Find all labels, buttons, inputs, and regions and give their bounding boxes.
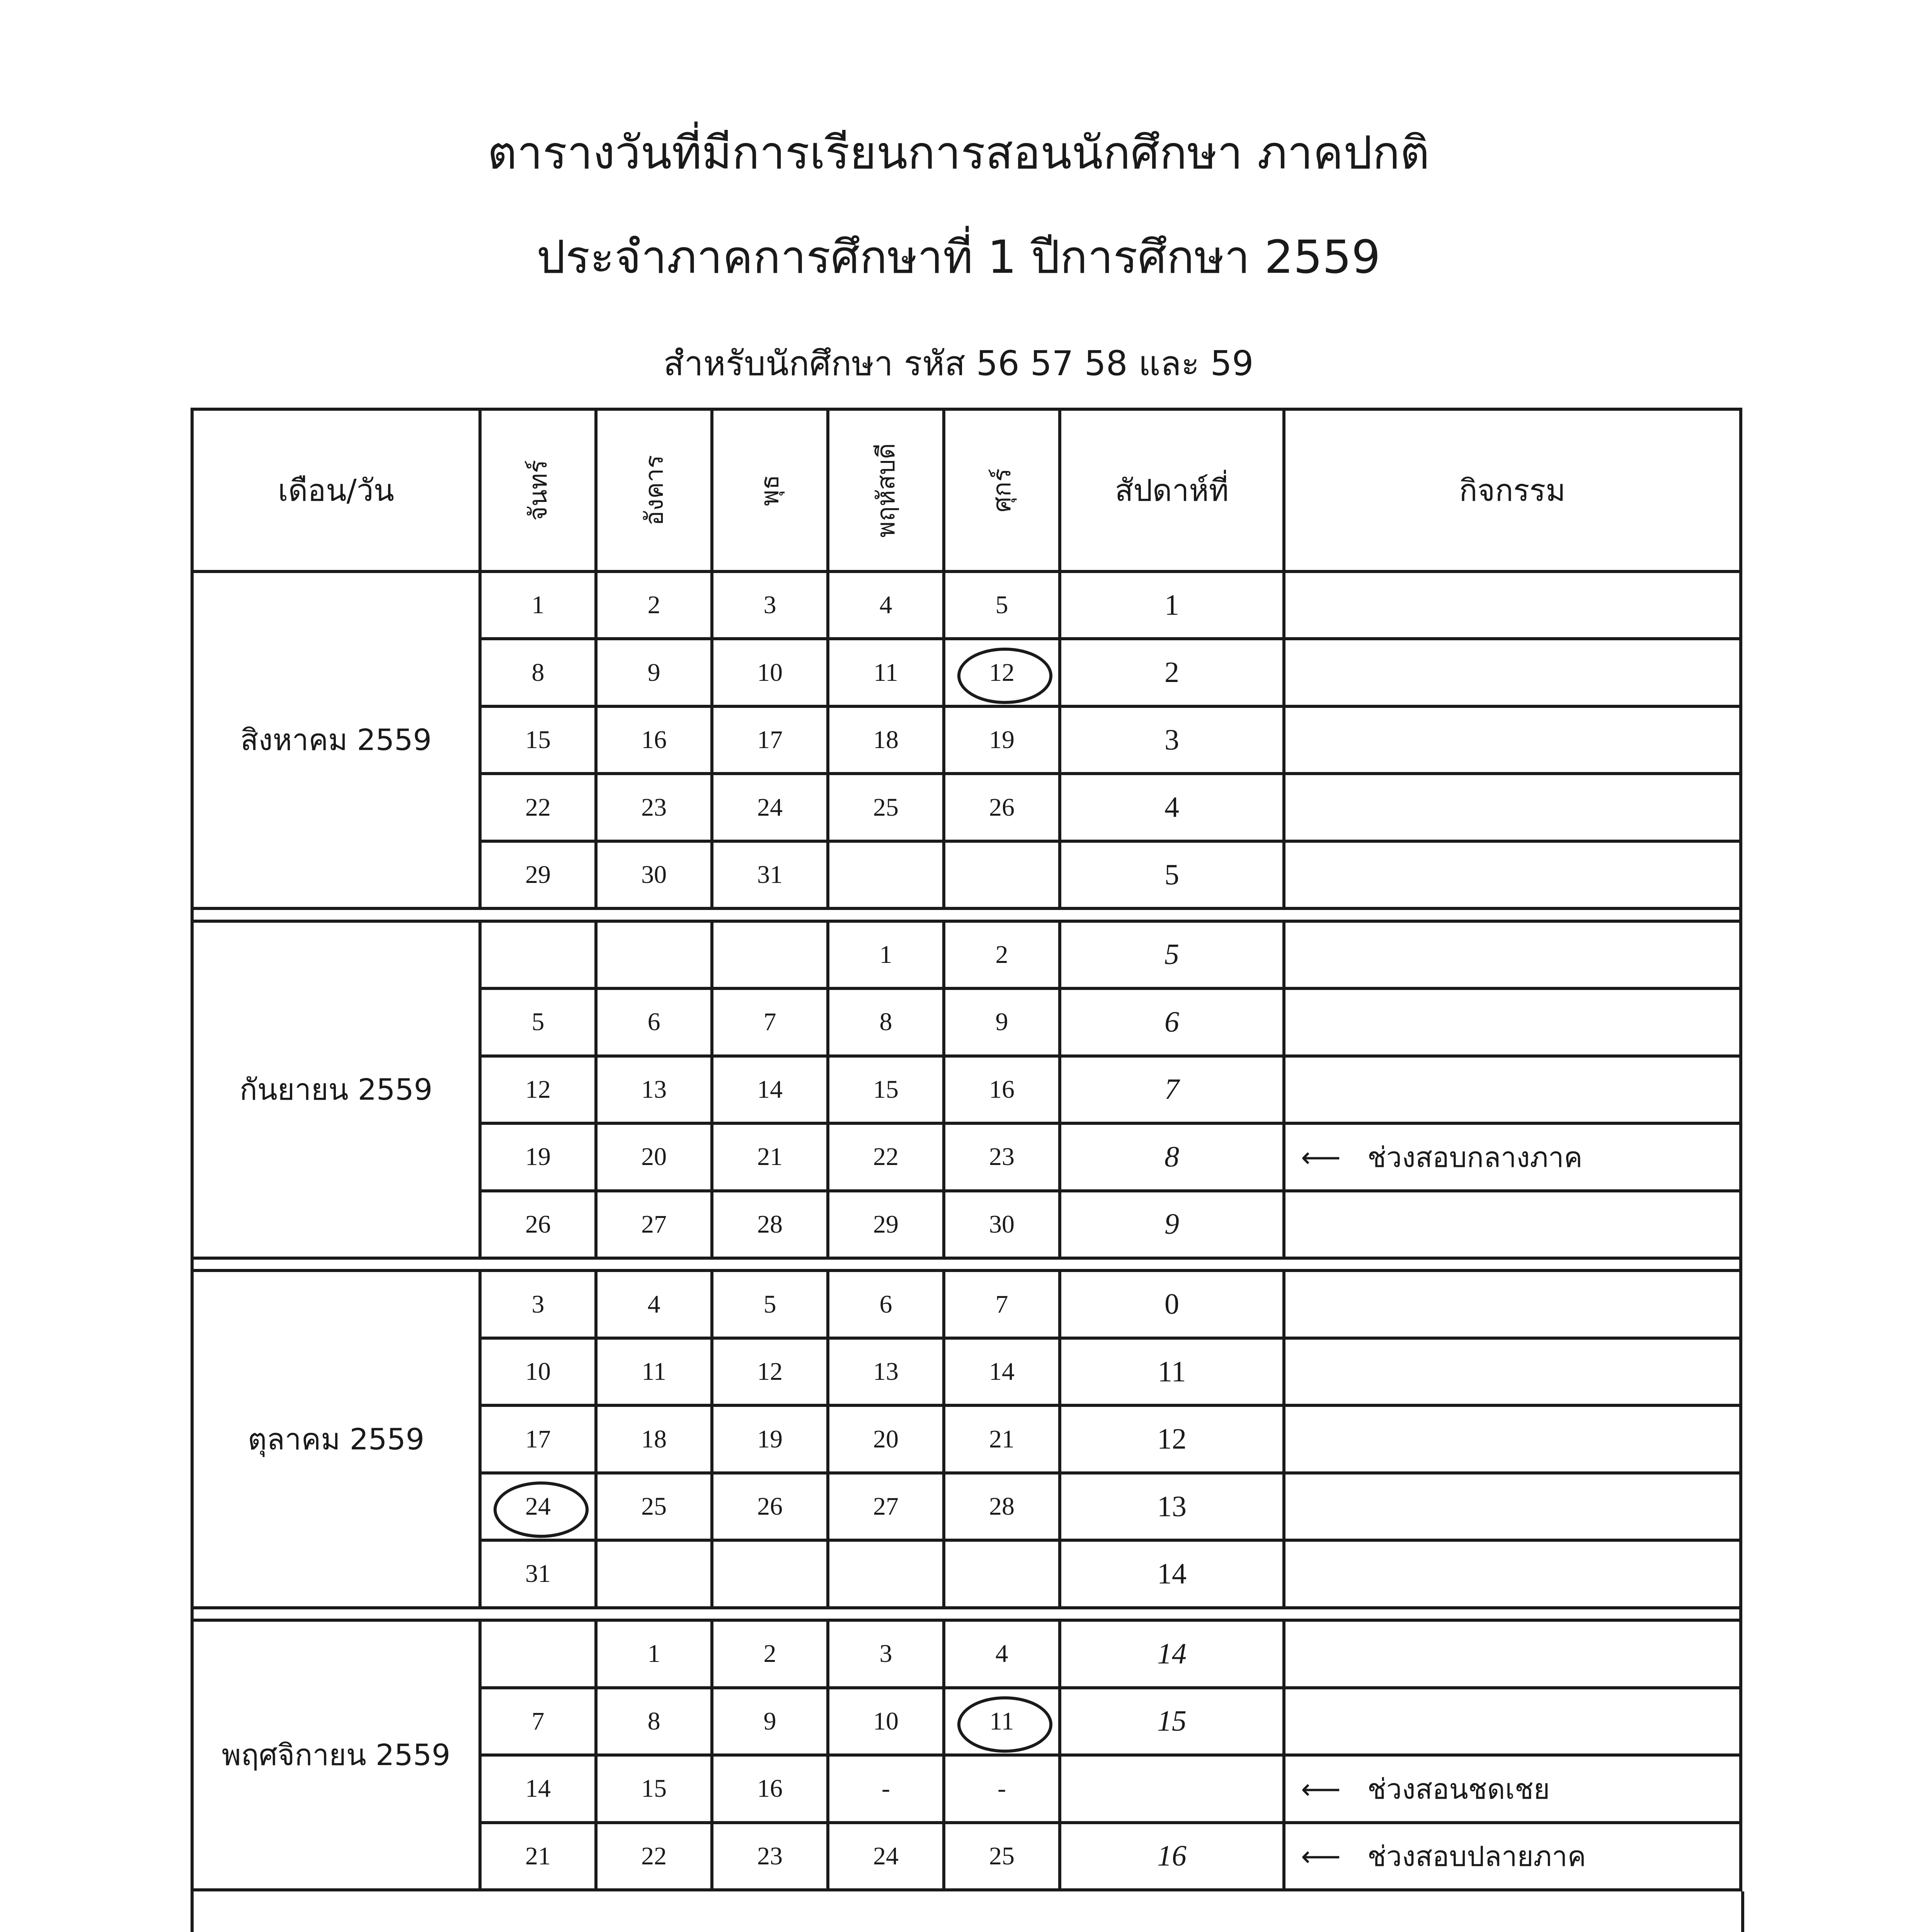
day-cell: 9 (596, 639, 712, 706)
day-cell: 4 (828, 571, 944, 639)
day-cell: 9 (712, 1688, 828, 1755)
day-cell: 31 (480, 1540, 596, 1607)
student-codes-subtitle: สำหรับนักศึกษา รหัส 56 57 58 และ 59 (663, 344, 1254, 383)
day-cell: 25 (944, 1823, 1060, 1890)
week-number (1060, 1755, 1284, 1822)
arrow-left-icon: ⟵ (1301, 1772, 1367, 1805)
day-cell: 19 (712, 1405, 828, 1473)
activity-cell (1284, 1270, 1741, 1338)
day-cell: 12 (712, 1338, 828, 1405)
day-cell (712, 921, 828, 988)
day-cell (596, 921, 712, 988)
day-cell: 29 (480, 841, 596, 908)
day-cell: 2 (712, 1620, 828, 1687)
activity-cell (1284, 1823, 1741, 1890)
week-number: 11 (1060, 1338, 1284, 1405)
day-cell: 6 (828, 1270, 944, 1338)
activity-cell (1284, 988, 1741, 1056)
activity-cell (1284, 1056, 1741, 1123)
arrow-left-icon: ⟵ (1301, 1840, 1367, 1873)
day-cell: 2 (596, 571, 712, 639)
week-number: 3 (1060, 706, 1284, 774)
day-cell: 10 (712, 639, 828, 706)
day-cell (944, 841, 1060, 908)
day-cell: 16 (596, 706, 712, 774)
week-number: 5 (1060, 841, 1284, 908)
holiday-legend-box (191, 1891, 1744, 1932)
day-cell: 5 (944, 571, 1060, 639)
day-cell: 26 (944, 774, 1060, 841)
day-cell: 3 (712, 571, 828, 639)
day-cell: 20 (828, 1405, 944, 1473)
day-cell: 8 (596, 1688, 712, 1755)
day-cell: 3 (480, 1270, 596, 1338)
month-label: พฤศจิกายน 2559 (192, 1620, 480, 1890)
day-cell: 11 (828, 639, 944, 706)
day-cell: 10 (828, 1688, 944, 1755)
week-number: 16 (1060, 1823, 1284, 1890)
day-cell: 12 (480, 1056, 596, 1123)
day-cell: 29 (828, 1191, 944, 1258)
week-number: 1 (1060, 571, 1284, 639)
activity-cell (1284, 1405, 1741, 1473)
header-row (192, 409, 1741, 571)
day-cell: 27 (596, 1191, 712, 1258)
activity-cell (1284, 1755, 1741, 1822)
day-cell: - (828, 1755, 944, 1822)
day-cell: 24 (712, 774, 828, 841)
table-row (192, 921, 1741, 988)
header-tue: อังคาร (596, 409, 712, 571)
day-cell: 6 (596, 988, 712, 1056)
day-cell: 10 (480, 1338, 596, 1405)
day-cell: 1 (480, 571, 596, 639)
day-cell: 7 (944, 1270, 1060, 1338)
day-cell: 16 (944, 1056, 1060, 1123)
day-cell: 14 (944, 1338, 1060, 1405)
day-cell: - (944, 1755, 1060, 1822)
day-cell: 8 (828, 988, 944, 1056)
header-wed: พุธ (712, 409, 828, 571)
document-title: ตารางวันที่มีการเรียนการสอนนักศึกษา ภาคปกติ (487, 126, 1430, 179)
day-cell: 7 (480, 1688, 596, 1755)
day-cell (596, 1540, 712, 1607)
day-cell (480, 921, 596, 988)
day-cell: 18 (828, 706, 944, 774)
day-cell: 13 (596, 1056, 712, 1123)
day-cell: 5 (712, 1270, 828, 1338)
week-number: 14 (1060, 1620, 1284, 1687)
month-separator (192, 1608, 1741, 1620)
day-cell: 23 (944, 1123, 1060, 1190)
table-row (192, 571, 1741, 639)
day-cell: 11 (596, 1338, 712, 1405)
day-cell: 22 (596, 1823, 712, 1890)
day-cell: 15 (596, 1755, 712, 1822)
header-week: สัปดาห์ที่ (1060, 409, 1284, 571)
week-number: 2 (1060, 639, 1284, 706)
day-cell: 14 (480, 1755, 596, 1822)
month-separator (192, 1258, 1741, 1270)
day-cell: 17 (712, 706, 828, 774)
day-cell: 27 (828, 1473, 944, 1540)
day-cell: 17 (480, 1405, 596, 1473)
week-number: 0 (1060, 1270, 1284, 1338)
day-cell: 21 (944, 1405, 1060, 1473)
month-label: สิงหาคม 2559 (192, 571, 480, 908)
activity-cell (1284, 1123, 1741, 1190)
day-cell: 28 (944, 1473, 1060, 1540)
day-cell: 24 (480, 1473, 596, 1540)
day-cell: 22 (480, 774, 596, 841)
day-cell: 19 (944, 706, 1060, 774)
day-cell: 14 (712, 1056, 828, 1123)
day-cell: 7 (712, 988, 828, 1056)
day-cell: 1 (828, 921, 944, 988)
day-cell: 25 (828, 774, 944, 841)
day-cell: 26 (712, 1473, 828, 1540)
day-cell: 28 (712, 1191, 828, 1258)
activity-cell (1284, 1620, 1741, 1687)
week-number: 12 (1060, 1405, 1284, 1473)
activity-label: ช่วงสอบปลายภาค (1367, 1840, 1586, 1873)
month-label: กันยายน 2559 (192, 921, 480, 1258)
day-cell: 5 (480, 988, 596, 1056)
activity-label: ช่วงสอนชดเชย (1367, 1772, 1550, 1805)
day-cell: 8 (480, 639, 596, 706)
day-cell (828, 841, 944, 908)
day-cell: 31 (712, 841, 828, 908)
day-cell (712, 1540, 828, 1607)
day-cell: 30 (596, 841, 712, 908)
day-cell: 23 (596, 774, 712, 841)
week-number: 13 (1060, 1473, 1284, 1540)
day-cell: 26 (480, 1191, 596, 1258)
activity-cell (1284, 1338, 1741, 1405)
day-cell: 23 (712, 1823, 828, 1890)
header-fri: ศุกร์ (944, 409, 1060, 571)
week-number: 5 (1060, 921, 1284, 988)
header-month: เดือน/วัน (192, 409, 480, 571)
day-cell: 20 (596, 1123, 712, 1190)
activity-cell (1284, 1191, 1741, 1258)
day-cell: 24 (828, 1823, 944, 1890)
day-cell: 21 (712, 1123, 828, 1190)
day-cell (828, 1540, 944, 1607)
activity-cell (1284, 1473, 1741, 1540)
activity-cell (1284, 921, 1741, 988)
day-cell: 11 (944, 1688, 1060, 1755)
table-row (192, 1270, 1741, 1338)
activity-cell (1284, 774, 1741, 841)
week-number: 6 (1060, 988, 1284, 1056)
week-number: 8 (1060, 1123, 1284, 1190)
day-cell: 12 (944, 639, 1060, 706)
day-cell: 18 (596, 1405, 712, 1473)
week-number: 4 (1060, 774, 1284, 841)
day-cell: 15 (480, 706, 596, 774)
week-number: 14 (1060, 1540, 1284, 1607)
day-cell: 3 (828, 1620, 944, 1687)
month-separator (192, 908, 1741, 921)
day-cell: 9 (944, 988, 1060, 1056)
activity-cell (1284, 1688, 1741, 1755)
table-row (192, 1620, 1741, 1687)
day-cell: 22 (828, 1123, 944, 1190)
activity-cell (1284, 639, 1741, 706)
day-cell: 4 (944, 1620, 1060, 1687)
activity-label: ช่วงสอบกลางภาค (1367, 1141, 1583, 1173)
week-number: 9 (1060, 1191, 1284, 1258)
document-subtitle-term: ประจำภาคการศึกษาที่ 1 ปีการศึกษา 2559 (536, 230, 1381, 284)
header-activity: กิจกรรม (1284, 409, 1741, 571)
activity-cell (1284, 1540, 1741, 1607)
day-cell: 15 (828, 1056, 944, 1123)
day-cell: 13 (828, 1338, 944, 1405)
day-cell: 21 (480, 1823, 596, 1890)
header-thu: พฤหัสบดี (828, 409, 944, 571)
activity-cell (1284, 841, 1741, 908)
day-cell: 4 (596, 1270, 712, 1338)
activity-cell (1284, 706, 1741, 774)
day-cell: 16 (712, 1755, 828, 1822)
day-cell: 19 (480, 1123, 596, 1190)
day-cell (944, 1540, 1060, 1607)
day-cell: 1 (596, 1620, 712, 1687)
schedule-table (191, 408, 1742, 1891)
activity-cell (1284, 571, 1741, 639)
month-label: ตุลาคม 2559 (192, 1270, 480, 1607)
header-mon: จันทร์ (480, 409, 596, 571)
day-cell: 2 (944, 921, 1060, 988)
day-cell: 25 (596, 1473, 712, 1540)
week-number: 7 (1060, 1056, 1284, 1123)
arrow-left-icon: ⟵ (1301, 1141, 1367, 1173)
day-cell (480, 1620, 596, 1687)
week-number: 15 (1060, 1688, 1284, 1755)
day-cell: 30 (944, 1191, 1060, 1258)
